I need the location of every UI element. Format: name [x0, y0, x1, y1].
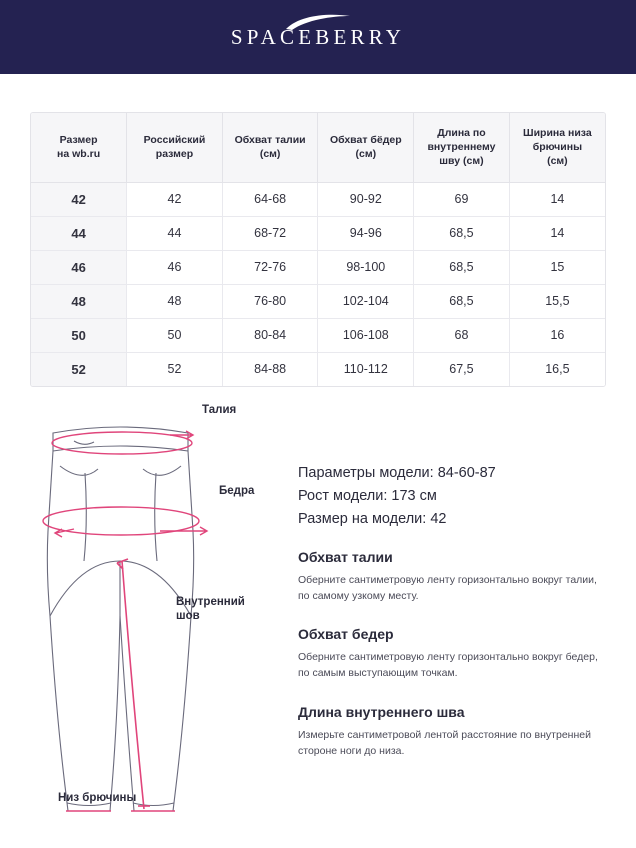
cell-inseam: 68,5	[414, 284, 510, 318]
cell-ru-size: 52	[127, 352, 223, 386]
cell-hips: 106-108	[318, 318, 414, 352]
label-hips: Бедра	[219, 485, 255, 497]
instruction-hips-text: Оберните сантиметровую ленту горизонтально вокруг бедер, по самым выступающим точкам.	[298, 651, 598, 680]
cell-inseam: 69	[414, 182, 510, 216]
column-header-hips	[318, 113, 414, 182]
column-header-ru-size	[127, 113, 223, 182]
table-row	[31, 318, 605, 352]
size-table	[31, 113, 605, 386]
column-header-inseam	[414, 113, 510, 182]
cell-leg-width: 14	[509, 216, 605, 250]
header-line3: шву (см)	[439, 155, 484, 168]
table-header-row	[31, 113, 605, 182]
swoosh-icon	[284, 13, 352, 36]
brand-name: SPACEBERRY	[230, 24, 406, 49]
cell-leg-width: 16	[509, 318, 605, 352]
size-table-container	[30, 112, 606, 387]
table-body	[31, 182, 605, 386]
cell-leg-width: 15	[509, 250, 605, 284]
model-info-panel	[290, 411, 636, 846]
column-header-waist	[222, 113, 318, 182]
header-line2: на wb.ru	[57, 148, 101, 161]
cell-hips: 98-100	[318, 250, 414, 284]
cell-inseam: 68,5	[414, 250, 510, 284]
instruction-inseam-title: Длина внутреннего шва	[298, 703, 465, 720]
instruction-inseam	[298, 704, 606, 760]
brand-header	[0, 0, 636, 74]
label-waist: Талия	[202, 404, 237, 416]
cell-hips: 110-112	[318, 352, 414, 386]
cell-waist: 68-72	[222, 216, 318, 250]
instruction-waist	[298, 549, 606, 605]
label-inseam-line1: Внутренний	[176, 596, 245, 608]
cell-wb-size: 42	[31, 182, 127, 216]
instruction-hips-title: Обхват бедер	[298, 626, 394, 643]
cell-wb-size: 52	[31, 352, 127, 386]
instruction-waist-title: Обхват талии	[298, 548, 393, 565]
measurement-section	[0, 411, 636, 846]
header-line2: (см)	[259, 148, 281, 161]
table-row	[31, 284, 605, 318]
table-row	[31, 216, 605, 250]
cell-leg-width: 16,5	[509, 352, 605, 386]
header-line1: Обхват талии	[234, 134, 306, 147]
trousers-illustration	[10, 411, 290, 841]
header-line1: Ширина низа	[523, 127, 592, 139]
label-inseam-line2: шов	[176, 609, 200, 622]
cell-wb-size: 48	[31, 284, 127, 318]
cell-inseam: 67,5	[414, 352, 510, 386]
trousers-diagram	[0, 411, 290, 846]
header-line1: Размер	[59, 134, 98, 147]
cell-ru-size: 48	[127, 284, 223, 318]
table-row	[31, 182, 605, 216]
instruction-waist-text: Оберните сантиметровую ленту горизонтально вокруг талии, по самому узкому месту.	[298, 573, 597, 602]
model-size: Размер на модели: 42	[298, 510, 447, 527]
header-line2: брючины	[532, 141, 583, 154]
cell-hips: 90-92	[318, 182, 414, 216]
cell-wb-size: 50	[31, 318, 127, 352]
cell-waist: 80-84	[222, 318, 318, 352]
logo	[231, 25, 405, 50]
cell-waist: 76-80	[222, 284, 318, 318]
inseam-measure-line	[122, 561, 144, 809]
cell-waist: 72-76	[222, 250, 318, 284]
cell-inseam: 68,5	[414, 216, 510, 250]
model-height: Рост модели: 173 см	[298, 487, 437, 504]
cell-wb-size: 44	[31, 216, 127, 250]
header-line1: Обхват бёдер	[329, 134, 402, 147]
cell-hips: 102-104	[318, 284, 414, 318]
column-header-leg-width	[509, 113, 605, 182]
cell-ru-size: 50	[127, 318, 223, 352]
cell-inseam: 68	[414, 318, 510, 352]
cell-wb-size: 46	[31, 250, 127, 284]
header-line1: Российский	[143, 134, 206, 147]
cell-leg-width: 14	[509, 182, 605, 216]
cell-hips: 94-96	[318, 216, 414, 250]
model-parameters: Параметры модели: 84-60-87	[298, 464, 496, 481]
header-line2: (см)	[355, 148, 377, 161]
table-row	[31, 352, 605, 386]
cell-waist: 84-88	[222, 352, 318, 386]
table-row	[31, 250, 605, 284]
header-line2: внутреннему	[427, 141, 496, 154]
cell-ru-size: 42	[127, 182, 223, 216]
column-header-wb-size	[31, 113, 127, 182]
cell-ru-size: 44	[127, 216, 223, 250]
header-line3: (см)	[547, 155, 568, 168]
header-line2: размер	[155, 148, 194, 161]
instruction-inseam-text: Измерьте сантиметровой лентой расстояние по внутренней стороне ноги до низа.	[298, 728, 591, 757]
label-bottom: Низ брючины	[58, 792, 137, 804]
header-line1: Длина по	[437, 127, 486, 139]
label-inseam	[176, 596, 245, 624]
cell-waist: 64-68	[222, 182, 318, 216]
cell-ru-size: 46	[127, 250, 223, 284]
instruction-hips	[298, 626, 606, 682]
cell-leg-width: 15,5	[509, 284, 605, 318]
